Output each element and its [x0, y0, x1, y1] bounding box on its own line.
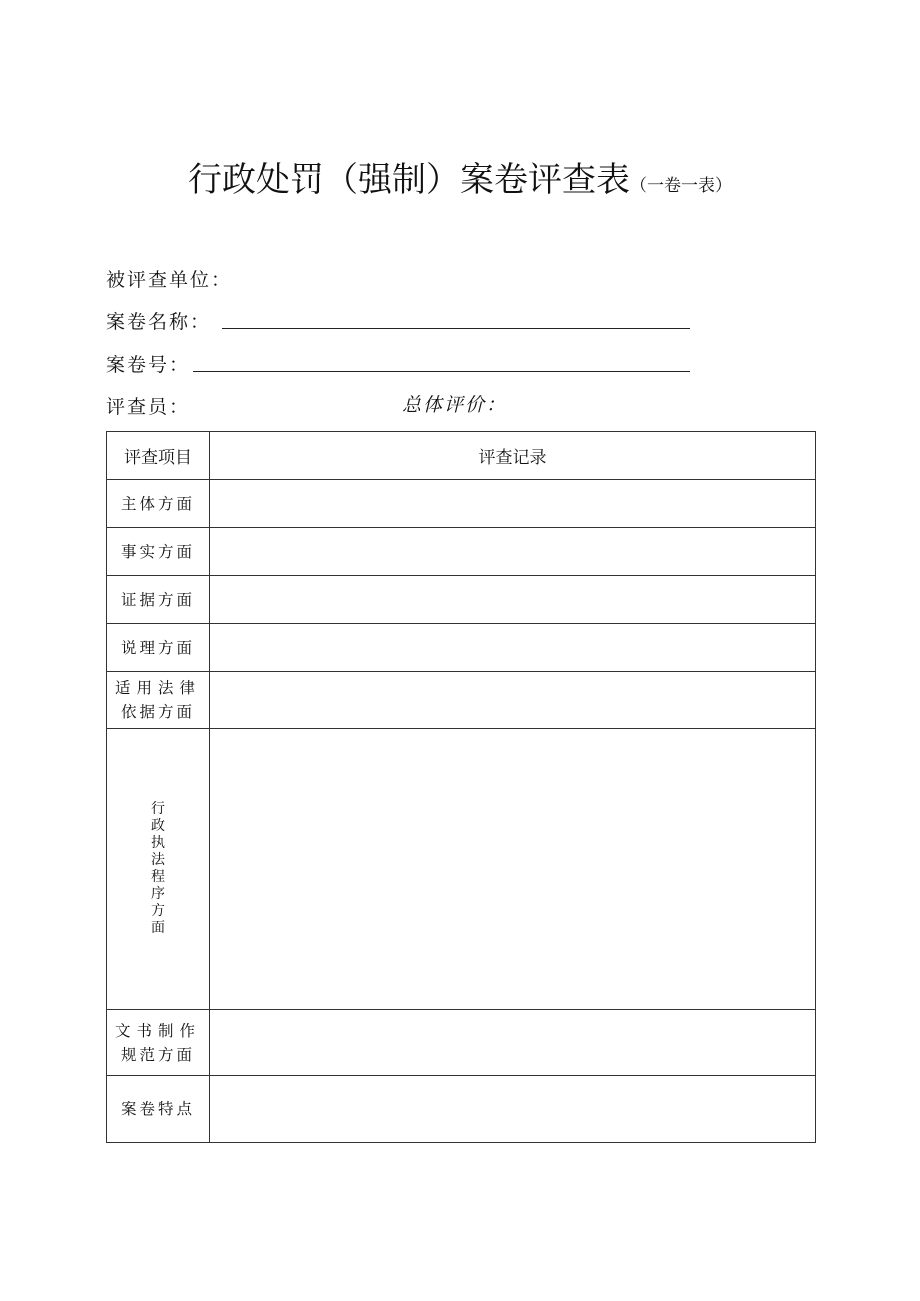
- title-main: 行政处罚（强制）案卷评查表: [188, 160, 630, 200]
- row-label-document-drafting: [107, 1010, 210, 1076]
- row-label-procedure: [107, 729, 210, 1010]
- record-cell-subject[interactable]: [210, 480, 816, 528]
- row-label-subject: 主体方面: [107, 480, 210, 528]
- row-label-document-drafting-line2: 规范方面: [120, 1045, 195, 1064]
- row-label-procedure-char: 程: [151, 869, 165, 885]
- row-label-procedure-char: 政: [151, 818, 165, 834]
- record-cell-legal-basis[interactable]: [210, 672, 816, 729]
- record-cell-document-drafting[interactable]: [210, 1010, 816, 1076]
- case-name-field[interactable]: [222, 328, 690, 329]
- row-label-reasoning: 说理方面: [107, 624, 210, 672]
- table-row: [107, 528, 816, 576]
- table-row: [107, 729, 816, 1010]
- row-label-procedure-char: 法: [151, 852, 165, 868]
- row-label-facts: 事实方面: [107, 528, 210, 576]
- reviewer-label: 评查员：: [106, 396, 191, 418]
- table-row: [107, 624, 816, 672]
- row-label-procedure-char: 序: [151, 886, 165, 902]
- row-label-document-drafting-line1: 文书制作: [114, 1021, 201, 1040]
- row-label-procedure-char: 方: [151, 903, 165, 919]
- row-label-legal-basis-line2: 依据方面: [120, 703, 195, 721]
- page-title: [0, 152, 920, 201]
- table-row: [107, 576, 816, 624]
- case-name-label: 案卷名称：: [106, 311, 212, 333]
- overall-evaluation-label: 总体评价：: [402, 394, 508, 416]
- record-cell-reasoning[interactable]: [210, 624, 816, 672]
- case-number-label: 案卷号：: [106, 354, 191, 376]
- reviewed-unit-label: 被评查单位：: [106, 269, 233, 291]
- review-table: [106, 431, 816, 1143]
- record-cell-evidence[interactable]: [210, 576, 816, 624]
- record-cell-facts[interactable]: [210, 528, 816, 576]
- case-number-field[interactable]: [193, 371, 690, 372]
- row-label-procedure-char: 执: [151, 835, 165, 851]
- table-row: [107, 480, 816, 528]
- row-label-evidence: 证据方面: [107, 576, 210, 624]
- table-row: [107, 672, 816, 729]
- record-cell-case-features[interactable]: [210, 1076, 816, 1143]
- row-label-procedure-char: 面: [151, 920, 165, 936]
- table-header-row: [107, 432, 816, 480]
- record-cell-procedure[interactable]: [210, 729, 816, 1010]
- table-row: [107, 1010, 816, 1076]
- title-subtitle: （一卷一表）: [630, 176, 732, 196]
- header-review-record: 评查记录: [210, 432, 816, 480]
- header-review-item: 评查项目: [107, 432, 210, 480]
- row-label-case-features: 案卷特点: [107, 1076, 210, 1143]
- row-label-procedure-char: 行: [151, 801, 165, 817]
- row-label-legal-basis-line1: 适用法律: [114, 679, 201, 697]
- table-row: [107, 1076, 816, 1143]
- row-label-legal-basis: [107, 672, 210, 729]
